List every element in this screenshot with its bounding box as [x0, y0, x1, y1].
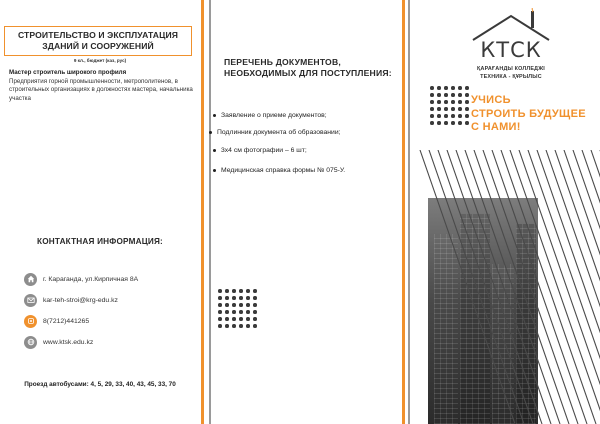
program-title-line2: ЗДАНИЙ И СООРУЖЕНИЙ [42, 40, 154, 51]
decor-dot [444, 100, 448, 104]
decor-stripe [591, 150, 600, 424]
contact-phone[interactable] [24, 314, 89, 328]
decor-dot [458, 100, 462, 104]
phone-icon [24, 315, 37, 328]
slogan-line3: С НАМИ! [471, 121, 521, 133]
decor-dot [451, 121, 455, 125]
decor-dot [232, 303, 236, 307]
decor-dot [458, 114, 462, 118]
decor-dot [232, 310, 236, 314]
decor-dot [451, 86, 455, 90]
mail-icon [24, 294, 37, 307]
documents-title-line2: НЕОБХОДИМЫХ ДЛЯ ПОСТУПЛЕНИЯ: [224, 67, 392, 78]
decor-dot [218, 317, 222, 321]
decor-dot [232, 317, 236, 321]
decor-stripe [483, 150, 578, 424]
decor-dot [225, 324, 229, 328]
decor-dot [451, 114, 455, 118]
document-item-text: Заявление о приеме документов; [221, 112, 327, 119]
contact-email[interactable] [24, 293, 118, 307]
decor-dot [437, 121, 441, 125]
decor-dot [458, 121, 462, 125]
decor-dot [239, 324, 243, 328]
contact-website[interactable] [24, 335, 93, 349]
decor-stripe [465, 150, 560, 424]
decor-dot [246, 303, 250, 307]
decor-dot [458, 107, 462, 111]
decorative-dot-grid-top [430, 86, 469, 125]
decor-dot [430, 114, 434, 118]
decor-stripe [438, 150, 533, 424]
document-item-text: Медицинская справка формы № 075-У. [221, 167, 346, 174]
bullet-icon [213, 169, 216, 172]
decor-dot [225, 303, 229, 307]
decor-dot [451, 93, 455, 97]
decor-dot [465, 107, 469, 111]
document-item [209, 129, 341, 136]
decor-dot [232, 296, 236, 300]
decor-dot [239, 317, 243, 321]
decor-dot [437, 93, 441, 97]
decor-dot [451, 107, 455, 111]
slogan-line2: СТРОИТЬ БУДУЩЕЕ [471, 107, 586, 120]
decor-stripe [420, 150, 515, 424]
email-link[interactable]: kar-teh-stroi@krg-edu.kz [43, 296, 118, 304]
decor-dot [444, 121, 448, 125]
decor-dot [437, 114, 441, 118]
documents-title-line1: ПЕРЕЧЕНЬ ДОКУМЕНТОВ, [224, 57, 341, 67]
decor-dot [430, 93, 434, 97]
bullet-icon [209, 131, 212, 134]
document-item-text: 3х4 см фотографии – 6 шт; [221, 147, 307, 154]
diagonal-stripes [410, 150, 600, 424]
decor-dot [437, 100, 441, 104]
decor-dot [246, 289, 250, 293]
website-link[interactable]: www.ktsk.edu.kz [43, 338, 94, 346]
decor-dot [430, 100, 434, 104]
address-text: г. Караганда, ул.Кирпичная 8А [43, 275, 139, 283]
decor-dot [246, 324, 250, 328]
decor-dot [465, 93, 469, 97]
decor-stripe [519, 150, 600, 424]
decor-dot [465, 86, 469, 90]
decor-dot [225, 289, 229, 293]
document-item [213, 147, 307, 154]
slogan-line1: УЧИСЬ [471, 94, 511, 106]
decor-dot [225, 310, 229, 314]
decor-dot [444, 114, 448, 118]
documents-title [224, 57, 392, 78]
decor-dot [465, 100, 469, 104]
decor-stripe [501, 150, 596, 424]
bus-routes: Проезд автобусами: 4, 5, 29, 33, 40, 43, 45, 33, 70 [24, 381, 176, 388]
decor-dot [430, 86, 434, 90]
college-logo [465, 8, 557, 86]
decor-dot [218, 324, 222, 328]
decor-dot [246, 310, 250, 314]
bullet-icon [213, 114, 216, 117]
decor-dot [444, 86, 448, 90]
specialty-title: Мастер строитель широкого профиля [9, 69, 127, 76]
decor-dot [218, 303, 222, 307]
decor-dot [437, 107, 441, 111]
decor-dot [253, 310, 257, 314]
decor-dot [437, 86, 441, 90]
decor-dot [253, 324, 257, 328]
decor-stripe [456, 150, 551, 424]
decor-dot [444, 93, 448, 97]
decor-dot [239, 303, 243, 307]
decor-dot [246, 296, 250, 300]
program-title-line1: СТРОИТЕЛЬСТВО И ЭКСПЛУАТАЦИЯ [17, 30, 179, 40]
globe-icon [24, 336, 37, 349]
decor-dot [253, 296, 257, 300]
decorative-dot-grid [218, 289, 257, 328]
specialty-description: Предприятия горной промышленности, метрополитенов, в строительных организациях в должностях мастера, начальника участка [9, 78, 193, 102]
decor-stripe [429, 150, 524, 424]
decor-dot [458, 93, 462, 97]
document-item [213, 112, 327, 119]
budget-note: 9 кл., бюджет (каз, рус) [73, 58, 127, 63]
decor-dot [430, 107, 434, 111]
decor-dot [246, 317, 250, 321]
contact-address [24, 272, 138, 286]
contacts-title: КОНТАКТНАЯ ИНФОРМАЦИЯ: [37, 237, 163, 246]
decor-stripe [492, 150, 587, 424]
home-icon [24, 273, 37, 286]
logo-subtitle-line1: ҚАРАҒАНДЫ КОЛЛЕДЖІ [477, 66, 545, 72]
decor-dot [444, 107, 448, 111]
decor-dot [239, 296, 243, 300]
program-title-box [4, 26, 192, 56]
decor-dot [239, 310, 243, 314]
slogan [471, 94, 586, 135]
decor-dot [253, 289, 257, 293]
decor-stripe [474, 150, 569, 424]
decor-dot [253, 317, 257, 321]
decor-dot [225, 317, 229, 321]
decor-dot [239, 289, 243, 293]
decor-dot [253, 303, 257, 307]
decor-dot [218, 289, 222, 293]
decor-dot [465, 114, 469, 118]
decor-dot [465, 121, 469, 125]
decor-dot [218, 296, 222, 300]
decor-dot [225, 296, 229, 300]
roof-icon [465, 8, 557, 42]
decor-dot [218, 310, 222, 314]
decor-dot [232, 289, 236, 293]
decor-dot [430, 121, 434, 125]
decor-stripe [447, 150, 542, 424]
document-item-text: Подлинник документа об образовании; [217, 129, 341, 136]
left-panel [0, 0, 200, 424]
logo-subtitle-line2: ТЕХНИКА - ҚҰРЫЛЫС [480, 74, 542, 80]
decor-dot [451, 100, 455, 104]
phone-number[interactable]: 8(7212)441265 [43, 317, 90, 325]
logo-abbreviation: КТСК [480, 38, 542, 62]
decor-dot [458, 86, 462, 90]
document-item [213, 167, 345, 174]
decor-dot [232, 324, 236, 328]
bullet-icon [213, 149, 216, 152]
